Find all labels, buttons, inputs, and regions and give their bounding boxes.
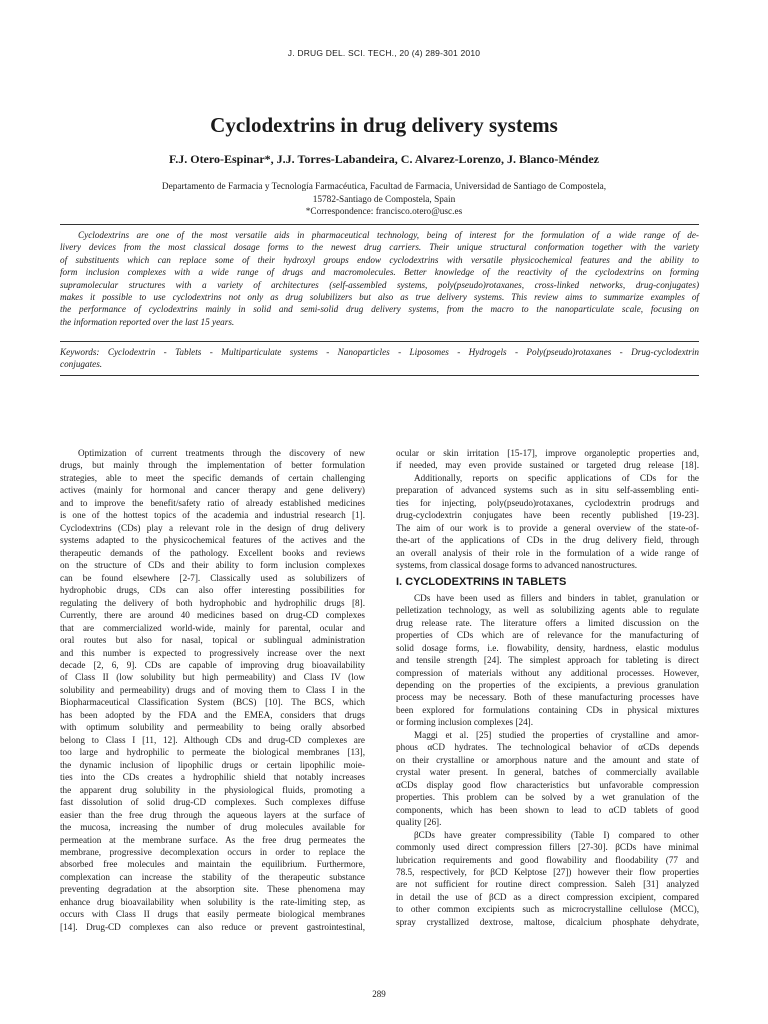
body-text-line: [14]. Drug-CD complexes can also reduce or prevent gastrointestinal, <box>60 921 365 932</box>
correspondence-email[interactable]: *Correspondence: francisco.otero@usc.es <box>305 207 463 217</box>
body-left-column <box>60 447 365 933</box>
body-text-line: enhance drug bioavailability when solubility is the rate-limiting step, as <box>60 896 365 907</box>
body-text-line: hydrophobic drugs, CDs can also offer interesting possibilities for <box>60 585 365 596</box>
keywords-line: Keywords: Cyclodextrin - Tablets - Multiparticulate systems - Nanoparticles - Liposomes - Hydrogels - Poly(pseudo)rotaxanes - Drug-cyclodextrin <box>60 347 699 357</box>
body-text-line: properties of CDs which are of relevance for the manufacturing of <box>396 630 699 641</box>
body-text-line: preparation of advanced systems such as in situ self-assembling enti- <box>396 485 699 496</box>
body-text-line: fast dissolution of solid drug-CD complexes. Such complexes diffuse <box>60 797 365 808</box>
body-text-line: or forming inclusion complexes [24]. <box>396 717 534 728</box>
body-text-line: regulating the delivery of both hydrophobic and hydrophilic drugs [8]. <box>60 597 365 608</box>
body-text-line: that are commercialized world-wide, mainly for parental, ocular and <box>60 622 365 633</box>
body-text-line: crystal water present. In general, batches of commercially available <box>396 767 699 778</box>
body-text-line: depending on the properties of the excipients, a previous granulation <box>396 679 699 690</box>
abstract-line: form inclusion complexes with a wide range of drugs and macromolecules. Better knowledge of the reactivity of the cyclodextrins on forming <box>60 267 699 278</box>
keywords <box>60 346 699 371</box>
body-text-line: belong to Class I [11, 12]. Although CDs and drug-CD complexes are <box>60 734 365 745</box>
body-text-line: ties for injecting, poly(pseudo)rotaxanes, cyclodextrin prodrugs and <box>396 497 699 508</box>
body-text-line: on the structure of CDs and their ability to form inclusion complexes <box>60 560 365 571</box>
body-text-line: decade [2, 6, 9]. CDs are capable of improving drug bioavailability <box>60 659 365 670</box>
body-text-line: solid dosage forms, i.e. flowability, density, hardness, elastic modulus <box>396 642 699 653</box>
body-text-line: in detail the use of βCD as a direct compression excipient, compared <box>396 891 699 902</box>
body-text-line: are not sufficient for routine direct compression. Saleh [31] analyzed <box>396 879 699 890</box>
body-text-line: Additionally, reports on specific applications of CDs for the <box>414 472 699 483</box>
body-text-line: the mucosa, increasing the number of drug molecules available for <box>60 822 365 833</box>
body-text-line: easier than the free drug through the aqueous layers at the surface of <box>60 809 365 820</box>
abstract <box>60 229 699 328</box>
abstract-line: makes it possible to use cyclodextrins not only as drug solubilizers but also as true delivery systems. This review aims to summarize examples of <box>60 292 699 303</box>
body-text-line: complexation can increase the stability of the therapeutic substance <box>60 871 365 882</box>
abstract-line: the information reported over the last 15 years. <box>60 316 235 327</box>
body-text-line: actives (mainly for hormonal and cancer therapy and gene delivery) <box>60 485 365 496</box>
body-text-line: Cyclodextrins (CDs) play a relevant role in the design of drug delivery <box>60 522 365 533</box>
body-text-line: the apparent drug solubility in the physiological fluids, promoting a <box>60 784 365 795</box>
abstract-top-rule <box>60 224 699 225</box>
body-text-line: drug-cyclodextrin conjugates have been recently published [19-23]. <box>396 510 699 521</box>
abstract-line: livery devices from the most classical dosage forms to the newest drug carriers. Their unique structural conformation together with the variety <box>60 242 699 253</box>
body-text-line: drugs, but mainly through the implementation of better formulation <box>60 460 365 471</box>
body-text-line: systems adapted to the physicochemical features of the actives and the <box>60 535 365 546</box>
body-right-column <box>396 447 699 928</box>
page-number: 289 <box>372 989 386 999</box>
journal-header: J. DRUG DEL. SCI. TECH., 20 (4) 289-301 2010 <box>287 48 481 58</box>
body-text-line: if needed, may even provide sustained or targeted drug release [18]. <box>396 460 699 471</box>
body-text-line: and to improve the benefit/safety ratio of already established medicines <box>60 497 365 508</box>
body-text-line: too large and hydrophilic to permeate the biological membranes [13], <box>60 747 365 758</box>
body-text-line: components, which has been shown to lead to αCD tablets of good <box>396 804 699 815</box>
body-text-line: commonly used direct compression fillers [27-30]. βCDs have minimal <box>396 842 699 853</box>
body-text-line: βCDs have greater compressibility (Table I) compared to other <box>414 829 699 840</box>
body-text-line: therapeutic demands of the pathology. Excellent books and reviews <box>60 547 365 558</box>
body-text-line: Currently, there are around 40 medicines based on drug-CD complexes <box>60 610 365 621</box>
body-text-line: Optimization of current treatments through the discovery of new <box>78 448 365 458</box>
body-text-line: pelletization technology, as well as solubilizing agents able to regulate <box>396 605 699 616</box>
section-heading: I. CYCLODEXTRINS IN TABLETS <box>396 575 567 588</box>
body-text-line: occurs with Class II drugs that easily permeate biological membranes <box>60 909 365 920</box>
body-text-line: Biopharmaceutical Classification System (BCS) [10]. The BCS, which <box>60 697 365 708</box>
body-text-line: is one of the hottest topics of the academia and industrial research [1]. <box>60 510 365 521</box>
affiliation-block <box>0 181 768 219</box>
body-text-line: drug release rate. The literature offers a limited discussion on the <box>396 617 699 628</box>
body-text-line: on their crystalline or amorphous nature and the amount and state of <box>396 754 699 765</box>
abstract-line: supramolecular structures with a variety of architectures (self-assembled systems, poly(pseudo)rotaxanes, cross-linked networks, drug-conjugates) <box>60 279 699 290</box>
body-text-line: permeation at the membrane surface. As the free drug permeates the <box>60 834 365 845</box>
body-text-line: properties. This problem can be solved by a wet granulation of the <box>396 792 699 803</box>
body-text-line: solubility and permeability) drugs and of moving them to Class I in the <box>60 684 365 695</box>
abstract-line: of substituents which can replace some of their hydroxyl groups endow cyclodextrins with versatile physicochemical features and the ability to <box>60 254 699 265</box>
keywords-line: conjugates. <box>60 359 103 370</box>
body-text-line: ties into the CDs creates a hydrophilic shield that notably increases <box>60 772 365 783</box>
body-text-line: and this number is expected to progressively increase over the next <box>60 647 365 658</box>
body-text-line: the-art of the applications of CDs in the drug delivery field, through <box>396 535 699 546</box>
body-text-line: absorbed free molecules and maintain the equilibrium. Furthermore, <box>60 859 365 870</box>
author-list: F.J. Otero-Espinar*, J.J. Torres-Labandeira, C. Alvarez-Lorenzo, J. Blanco-Méndez <box>169 152 599 166</box>
body-text-line: of Class II (low solubility but high permeability) and Class IV (low <box>60 672 365 683</box>
body-text-line: and tensile strength [24]. The simplest approach for tableting is direct <box>396 655 699 666</box>
body-text-line: quality [26]. <box>396 817 442 828</box>
abstract-line: the performance of cyclodextrins mainly in solid and semi-solid drug delivery systems, from the macro to the nanoparticulate scale, focusing on <box>60 304 699 315</box>
body-text-line: can be found elsewhere [2-7]. Classically used as solubilizers of <box>60 572 365 583</box>
affiliation-line: 15782-Santiago de Compostela, Spain <box>312 194 456 205</box>
body-text-line: oral routes but also for nasal, topical or sublingual administration <box>60 635 365 646</box>
article-title: Cyclodextrins in drug delivery systems <box>210 113 558 137</box>
abstract-line: Cyclodextrins are one of the most versatile aids in pharmaceutical technology, being of interest for the formulation of a wide range of de- <box>78 230 699 240</box>
keywords-bottom-rule <box>60 375 699 376</box>
body-text-line: lubrication requirements and good flowability and floodability (77 and <box>396 854 699 865</box>
body-text-line: membrane, progressive decomplexation occurs in order to replace the <box>60 847 365 857</box>
keywords-top-rule <box>60 341 699 342</box>
body-text-line: an overall analysis of their role in the formulation of a wide range of <box>396 547 699 558</box>
body-text-line: phous αCD hydrates. The technological behavior of αCDs depends <box>396 742 699 753</box>
body-text-line: the dynamic inclusion of lipophilic drugs or certain lipophilic moie- <box>60 759 365 770</box>
body-text-line: process may be necessary. Both of these manufacturing processes have <box>396 692 699 703</box>
body-text-line: with optimum solubility and permeability to being orally absorbed <box>60 722 365 733</box>
body-text-line: CDs have been used as fillers and binders in tablet, granulation or <box>414 592 699 603</box>
body-text-line: strategies, able to meet the specific demands of certain challenging <box>60 472 365 483</box>
affiliation-line: Departamento de Farmacia y Tecnología Farmacéutica, Facultad de Farmacia, Universidad de Santiago de Compostela, <box>161 182 607 192</box>
body-text-line: ocular or skin irritation [15-17], improve organoleptic properties and, <box>396 448 699 458</box>
body-text-line: spray crystallized dextrose, maltose, dicalcium phosphate dehydrate, <box>396 916 699 927</box>
body-text-line: Maggi et al. [25] studied the properties of crystalline and amor- <box>414 729 699 740</box>
body-text-line: been explored for formulations containing CDs in physical mixtures <box>396 704 699 715</box>
body-text-line: systems, from classical dosage forms to advanced nanostructures. <box>396 560 638 571</box>
body-text-line: The aim of our work is to provide a general overview of the state-of- <box>396 522 699 533</box>
body-text-line: to other common excipients such as microcrystalline cellulose (MCC), <box>396 904 699 915</box>
body-text-line: has been adopted by the FDA and the EMEA, considers that drugs <box>60 709 365 720</box>
body-text-line: preventing degradation at the absorption site. These phenomena may <box>60 884 365 895</box>
body-text-line: 78.5, respectively, for βCD Kelptose [27]) however their flow properties <box>396 867 699 877</box>
body-text-line: αCDs display good flow characteristics but unfavorable compression <box>396 779 699 790</box>
body-text-line: compression of materials without any additional processes. However, <box>396 667 699 678</box>
